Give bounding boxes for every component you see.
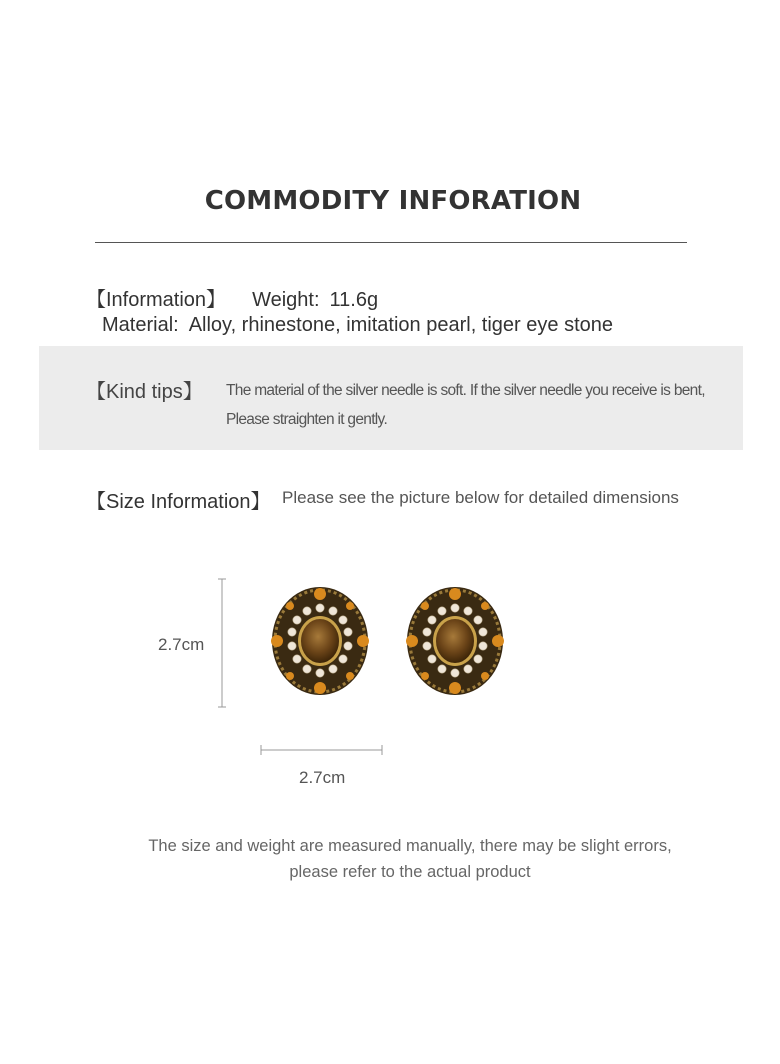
information-label: 【Information】 xyxy=(86,289,227,311)
height-dimension-line xyxy=(218,579,226,707)
kind-tips-line-1: The material of the silver needle is soft. If the silver needle you receive is bent, xyxy=(226,382,705,399)
width-dimension-label: 2.7cm xyxy=(299,768,346,787)
disclaimer-line-1: The size and weight are measured manually, there may be slight errors, xyxy=(148,837,672,855)
width-dimension-line xyxy=(261,745,382,755)
size-information-description: Please see the picture below for detailed dimensions xyxy=(282,488,679,507)
material-label: Material: xyxy=(102,314,179,336)
earring-image-left xyxy=(268,584,372,698)
weight-value: 11.6g xyxy=(329,289,379,311)
size-information-label: 【Size Information】 xyxy=(86,491,271,513)
weight-label: Weight: xyxy=(252,289,320,311)
material-value: Alloy, rhinestone, imitation pearl, tiger eye stone xyxy=(188,314,613,336)
kind-tips-line-2: Please straighten it gently. xyxy=(226,411,388,428)
disclaimer-line-2: please refer to the actual product xyxy=(289,863,531,881)
kind-tips-label: 【Kind tips】 xyxy=(86,381,203,403)
page-title: COMMODITY INFORATION xyxy=(204,186,582,216)
height-dimension-label: 2.7cm xyxy=(158,635,205,654)
earring-image-right xyxy=(403,584,507,698)
